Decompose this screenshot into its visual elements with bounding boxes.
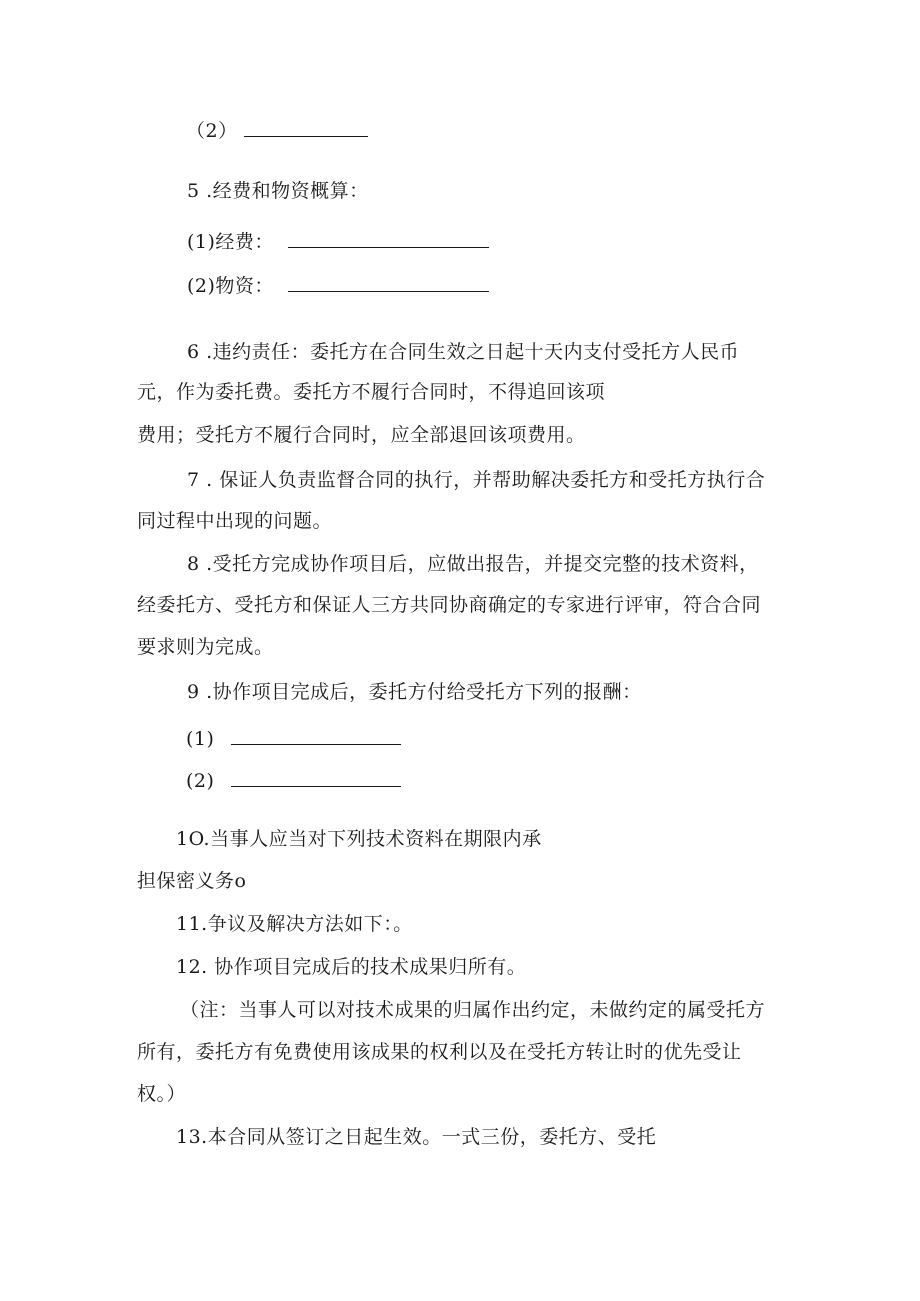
item-4-sub2-label: （2） bbox=[186, 120, 238, 142]
item-9-heading: 9 .协作项目完成后，委托方付给受托方下列的报酬： bbox=[187, 681, 642, 703]
item-10-line2: 担保密义务o bbox=[137, 870, 247, 892]
item-13: 13.本合同从签订之日起生效。一式三份，委托方、受托 bbox=[176, 1126, 657, 1148]
item-8-line1: 8 .受托方完成协作项目后，应做出报告，并提交完整的技术资料， bbox=[187, 553, 759, 575]
reward-2-blank[interactable] bbox=[231, 768, 401, 787]
item-5-sub2-label: (2)物资： bbox=[187, 275, 274, 297]
item-8-line2: 经委托方、受托方和保证人三方共同协商确定的专家进行评审，符合合同 bbox=[137, 594, 762, 616]
note-line2: 所有，委托方有免费使用该成果的权利以及在受托方转让时的优先受让 bbox=[137, 1041, 742, 1063]
item-10-line1: 1O.当事人应当对下列技术资料在期限内承 bbox=[176, 828, 542, 850]
note-line1: （注：当事人可以对技术成果的归属作出约定，未做约定的属受托方 bbox=[180, 999, 766, 1021]
item-5-sub1-label: (1)经费： bbox=[187, 231, 274, 253]
item-6-line2: 元，作为委托费。委托方不履行合同时，不得追回该项 bbox=[137, 381, 606, 403]
materials-blank[interactable] bbox=[288, 273, 489, 292]
item-6-line1: 6 .违约责任：委托方在合同生效之日起十天内支付受托方人民币 bbox=[187, 341, 740, 363]
item-5-heading: 5 .经费和物资概算： bbox=[187, 180, 369, 202]
funding-blank[interactable] bbox=[288, 229, 489, 248]
item-9-sub2 bbox=[186, 768, 401, 794]
note-line3: 权。） bbox=[137, 1083, 187, 1105]
item-11: 11.争议及解决方法如下：。 bbox=[176, 913, 413, 935]
item-5-sub2 bbox=[187, 273, 489, 299]
reward-1-blank[interactable] bbox=[231, 726, 401, 745]
item-7-line2: 同过程中出现的问题。 bbox=[137, 510, 333, 532]
item-6-line3: 费用；受托方不履行合同时，应全部退回该项费用。 bbox=[137, 424, 586, 446]
item-4-sub2 bbox=[186, 118, 368, 144]
item-12: 12. 协作项目完成后的技术成果归所有。 bbox=[176, 956, 527, 978]
item-5-sub1 bbox=[187, 229, 489, 255]
item-9-sub2-label: (2) bbox=[186, 770, 215, 792]
item-9-sub1 bbox=[186, 726, 401, 752]
item-8-line3: 要求则为完成。 bbox=[137, 636, 274, 658]
item-7-line1: 7 . 保证人负责监督合同的执行，并帮助解决委托方和受托方执行合 bbox=[187, 469, 766, 491]
item-9-sub1-label: (1) bbox=[186, 728, 215, 750]
item-4-sub2-blank[interactable] bbox=[244, 118, 368, 137]
